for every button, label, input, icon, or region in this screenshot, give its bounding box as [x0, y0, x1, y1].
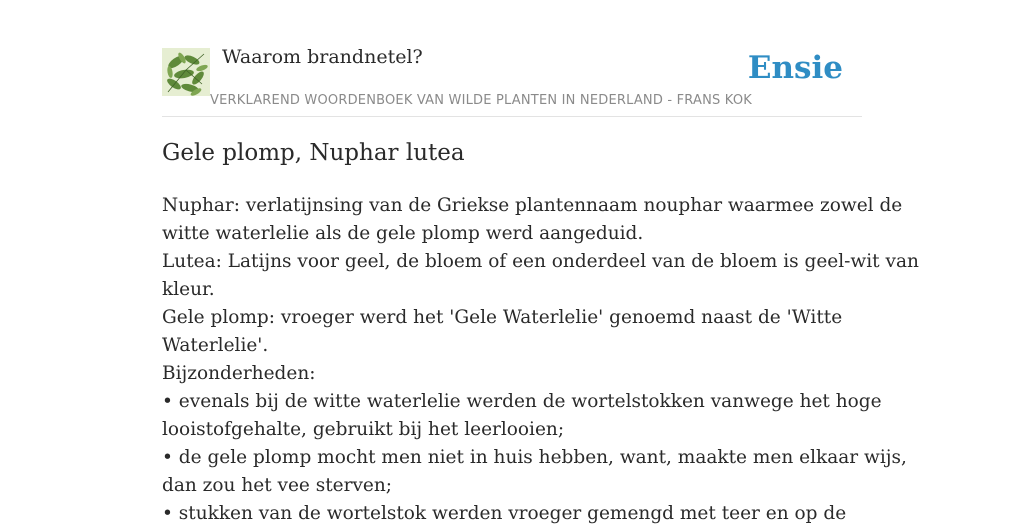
entry-line: • stukken van de wortelstok werden vroeger gemengd met teer en op de — [162, 503, 847, 524]
entry-line: • de gele plomp mocht men niet in huis hebben, want, maakte men elkaar wijs, — [162, 447, 907, 468]
nettle-leaves-icon[interactable] — [162, 48, 210, 96]
entry-body — [162, 192, 919, 528]
entry-line: looistofgehalte, gebruikt bij het leerlooien; — [162, 419, 565, 440]
entry-line: Bijzonderheden: — [162, 363, 316, 384]
entry-line: dan zou het vee sterven; — [162, 475, 393, 496]
entry-line: witte waterlelie als de gele plomp werd aangeduid. — [162, 223, 644, 244]
entry-line: Nuphar: verlatijnsing van de Griekse plantennaam nouphar waarmee zowel de — [162, 195, 903, 216]
entry-line: kleur. — [162, 279, 215, 300]
entry-line: Gele plomp: vroeger werd het 'Gele Waterlelie' genoemd naast de 'Witte — [162, 307, 843, 328]
entry-line: Waterlelie'. — [162, 335, 269, 356]
ensie-logo[interactable]: Ensie — [747, 50, 843, 86]
site-header — [162, 42, 862, 117]
book-title-link[interactable]: Waarom brandnetel? — [222, 46, 423, 68]
entry-line: • evenals bij de witte waterlelie werden de wortelstokken vanwege het hoge — [162, 391, 882, 412]
entry-line: Lutea: Latijns voor geel, de bloem of een onderdeel van de bloem is geel-wit van — [162, 251, 919, 272]
book-subtitle: VERKLAREND WOORDENBOEK VAN WILDE PLANTEN IN NEDERLAND - FRANS KOK — [210, 93, 752, 108]
entry-title: Gele plomp, Nuphar lutea — [162, 140, 465, 166]
